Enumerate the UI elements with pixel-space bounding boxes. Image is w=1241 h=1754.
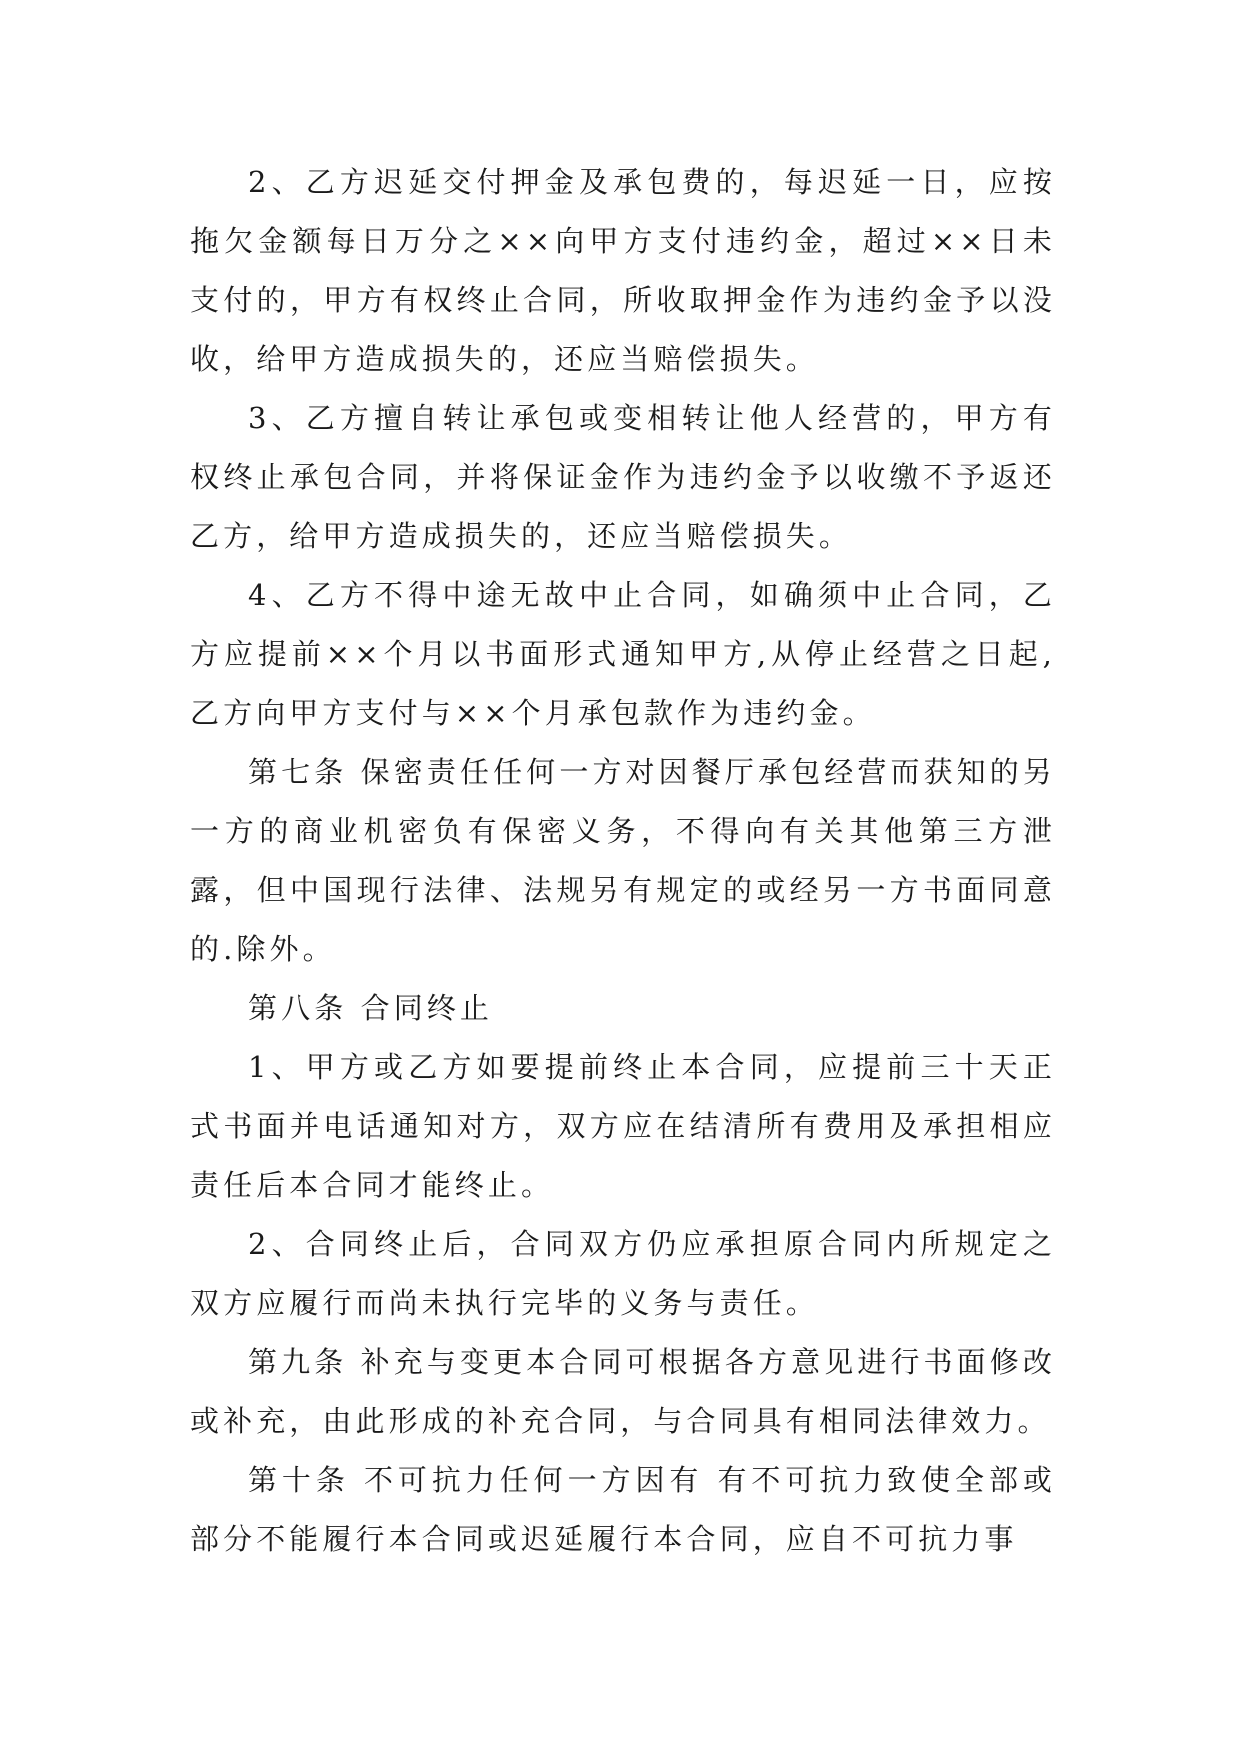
paragraph-deposit-delay: 2、乙方迟延交付押金及承包费的，每迟延一日，应按拖欠金额每日万分之××向甲方支付违约金，超过××日未支付的，甲方有权终止合同，所收取押金作为违约金予以没收，给甲方造成损失的，还应当赔偿损失。: [190, 165, 1056, 376]
paragraph-termination-notice: 1、甲方或乙方如要提前终止本合同，应提前三十天正式书面并电话通知对方，双方应在结清所有费用及承担相应责任后本合同才能终止。: [190, 1050, 1056, 1202]
paragraph-article-7-confidentiality: 第七条 保密责任任何一方对因餐厅承包经营而获知的另一方的商业机密负有保密义务，不得向有关其他第三方泄露，但中国现行法律、法规另有规定的或经另一方书面同意的.除外。: [190, 755, 1056, 966]
paragraph-post-termination-obligations: 2、合同终止后，合同双方仍应承担原合同内所规定之双方应履行而尚未执行完毕的义务与责任。: [190, 1227, 1056, 1320]
paragraph-article-8-heading: 第八条 合同终止: [248, 991, 494, 1025]
paragraph-unauthorized-transfer: 3、乙方擅自转让承包或变相转让他人经营的，甲方有权终止承包合同，并将保证金作为违约金予以收缴不予返还乙方，给甲方造成损失的，还应当赔偿损失。: [190, 401, 1056, 553]
paragraph-early-termination-by-b: 4、乙方不得中途无故中止合同，如确须中止合同，乙方应提前××个月以书面形式通知甲方,从停止经营之日起,乙方向甲方支付与××个月承包款作为违约金。: [190, 578, 1056, 730]
paragraph-article-9-amendment: 第九条 补充与变更本合同可根据各方意见进行书面修改或补充，由此形成的补充合同，与合同具有相同法律效力。: [190, 1345, 1056, 1438]
document-body: [190, 153, 1056, 1569]
paragraph-article-10-force-majeure: 第十条 不可抗力任何一方因有 有不可抗力致使全部或部分不能履行本合同或迟延履行本合同，应自不可抗力事: [190, 1463, 1056, 1556]
